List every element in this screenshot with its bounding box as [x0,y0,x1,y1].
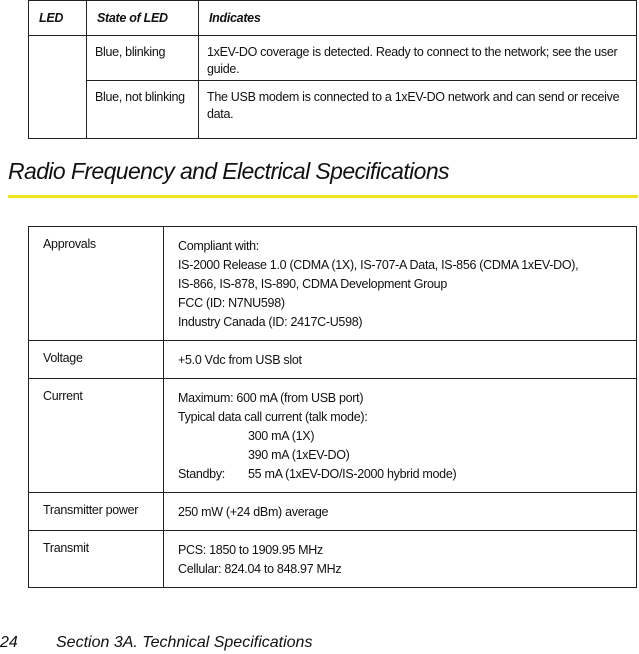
current-talk-evdo: 390 mA (1xEV-DO) [248,448,350,462]
header-led: LED [29,1,87,36]
current-talk-1x: 300 mA (1X) [248,429,315,443]
approvals-line: Industry Canada (ID: 2417C-U598) [178,315,363,329]
page-footer [0,634,312,652]
header-state: State of LED [87,1,199,36]
page-number: 24 [0,634,18,651]
spec-label: Voltage [29,341,164,379]
state-cell: Blue, not blinking [87,81,199,139]
spec-label: Transmit [29,531,164,588]
led-cell [29,36,87,139]
spec-table [28,226,637,588]
state-cell: Blue, blinking [87,36,199,81]
spec-row-current [29,379,637,493]
spec-row-transmit [29,531,637,588]
spec-label: Current [29,379,164,493]
footer-section-title: Section 3A. Technical Specifications [56,634,313,651]
transmit-pcs: PCS: 1850 to 1909.95 MHz [178,543,323,557]
header-indicates: Indicates [199,1,637,36]
current-maximum: Maximum: 600 mA (from USB port) [178,391,364,405]
indicates-cell: The USB modem is connected to a 1xEV-DO network and can send or receive data. [199,81,637,139]
spec-value [164,493,637,531]
spec-row-approvals [29,227,637,341]
spec-value [164,341,637,379]
spec-value [164,379,637,493]
voltage-value: +5.0 Vdc from USB slot [178,353,302,367]
spec-label: Transmitter power [29,493,164,531]
indicates-cell: 1xEV-DO coverage is detected. Ready to connect to the network; see the user guide. [199,36,637,81]
standby-value: 55 mA (1xEV-DO/IS-2000 hybrid mode) [248,467,457,481]
table-row [29,36,637,81]
title-divider [8,195,638,198]
approvals-line: Compliant with: [178,239,259,253]
standby-label: Standby: [178,467,225,481]
table-row [29,81,637,139]
approvals-line: IS-866, IS-878, IS-890, CDMA Development Group [178,277,447,291]
spec-value [164,227,637,341]
spec-label: Approvals [29,227,164,341]
spec-row-voltage [29,341,637,379]
transmit-cellular: Cellular: 824.04 to 848.97 MHz [178,562,342,576]
transmitter-power-value: 250 mW (+24 dBm) average [178,505,329,519]
led-table [28,0,637,139]
section-title: Radio Frequency and Electrical Specifications [8,158,449,184]
approvals-line: FCC (ID: N7NU598) [178,296,285,310]
current-typical: Typical data call current (talk mode): [178,410,368,424]
spec-value [164,531,637,588]
led-table-header [29,1,637,36]
current-standby [178,465,624,484]
spec-row-transmitter-power [29,493,637,531]
approvals-line: IS-2000 Release 1.0 (CDMA (1X), IS-707-A Data, IS-856 (CDMA 1xEV-DO), [178,258,579,272]
